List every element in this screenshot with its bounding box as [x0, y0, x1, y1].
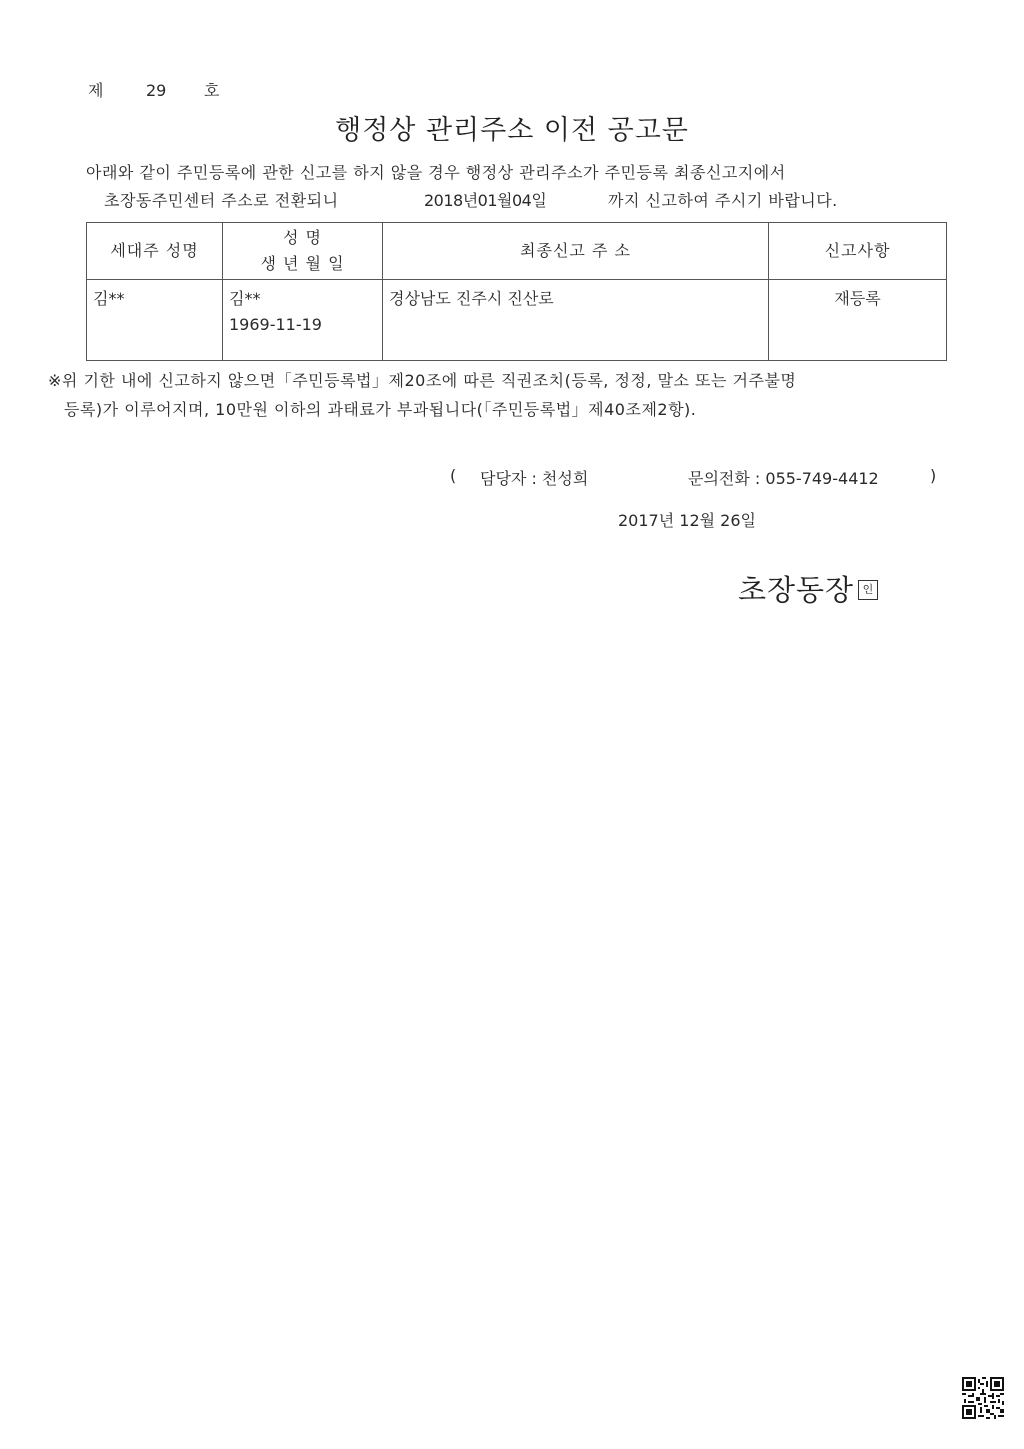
- table-header-row: [87, 223, 947, 280]
- contact-phone: 문의전화 : 055-749-4412: [688, 469, 879, 488]
- intro-line-2-end: 까지 신고하여 주시기 바랍니다.: [608, 191, 838, 210]
- document-number: [88, 78, 219, 101]
- deadline-date: 2018년01월04일: [424, 191, 547, 210]
- contact-close-paren: ): [930, 466, 937, 485]
- cell-address: 경상남도 진주시 진산로: [383, 280, 769, 361]
- header-birth: 생 년 월 일: [260, 254, 345, 273]
- document-number-value: 29: [146, 81, 167, 100]
- notice-line-1: ※위 기한 내에 신고하지 않으면「주민등록법」제20조에 따른 직권조치(등록, 정정, 말소 또는 거주불명: [48, 371, 797, 390]
- header-householder: 세대주 성명: [87, 223, 223, 280]
- notice-line-2: 등록)가 이루어지며, 10만원 이하의 과태료가 부과됩니다(「주민등록법」제40조제2항).: [64, 400, 697, 419]
- document-number-prefix: 제: [88, 81, 104, 100]
- contact-person: 담당자 : 천성희: [480, 469, 589, 488]
- contact-open-paren: (: [450, 466, 457, 485]
- cell-report: 재등록: [769, 280, 947, 361]
- cell-name-birth: [223, 280, 383, 361]
- cell-householder: 김**: [87, 280, 223, 361]
- header-name: 성 명: [283, 228, 322, 247]
- qr-code-icon: [962, 1377, 1004, 1419]
- issue-date: 2017년 12월 26일: [618, 511, 756, 530]
- intro-line-2-start: 초장동주민센터 주소로 전환되니: [104, 191, 339, 210]
- seal-stamp: 인: [858, 580, 878, 600]
- notice-table: [86, 222, 947, 361]
- document-title: 행정상 관리주소 이전 공고문: [335, 115, 689, 146]
- document-number-suffix: 호: [204, 81, 220, 100]
- header-name-birth: [223, 223, 383, 280]
- header-address: 최종신고 주 소: [383, 223, 769, 280]
- signer-title: 초장동장: [738, 573, 855, 607]
- table-row: [87, 280, 947, 361]
- cell-name: 김**: [229, 289, 261, 308]
- intro-line-1: 아래와 같이 주민등록에 관한 신고를 하지 않을 경우 행정상 관리주소가 주민등록 최종신고지에서: [86, 163, 786, 182]
- header-report: 신고사항: [769, 223, 947, 280]
- cell-birth: 1969-11-19: [229, 315, 322, 334]
